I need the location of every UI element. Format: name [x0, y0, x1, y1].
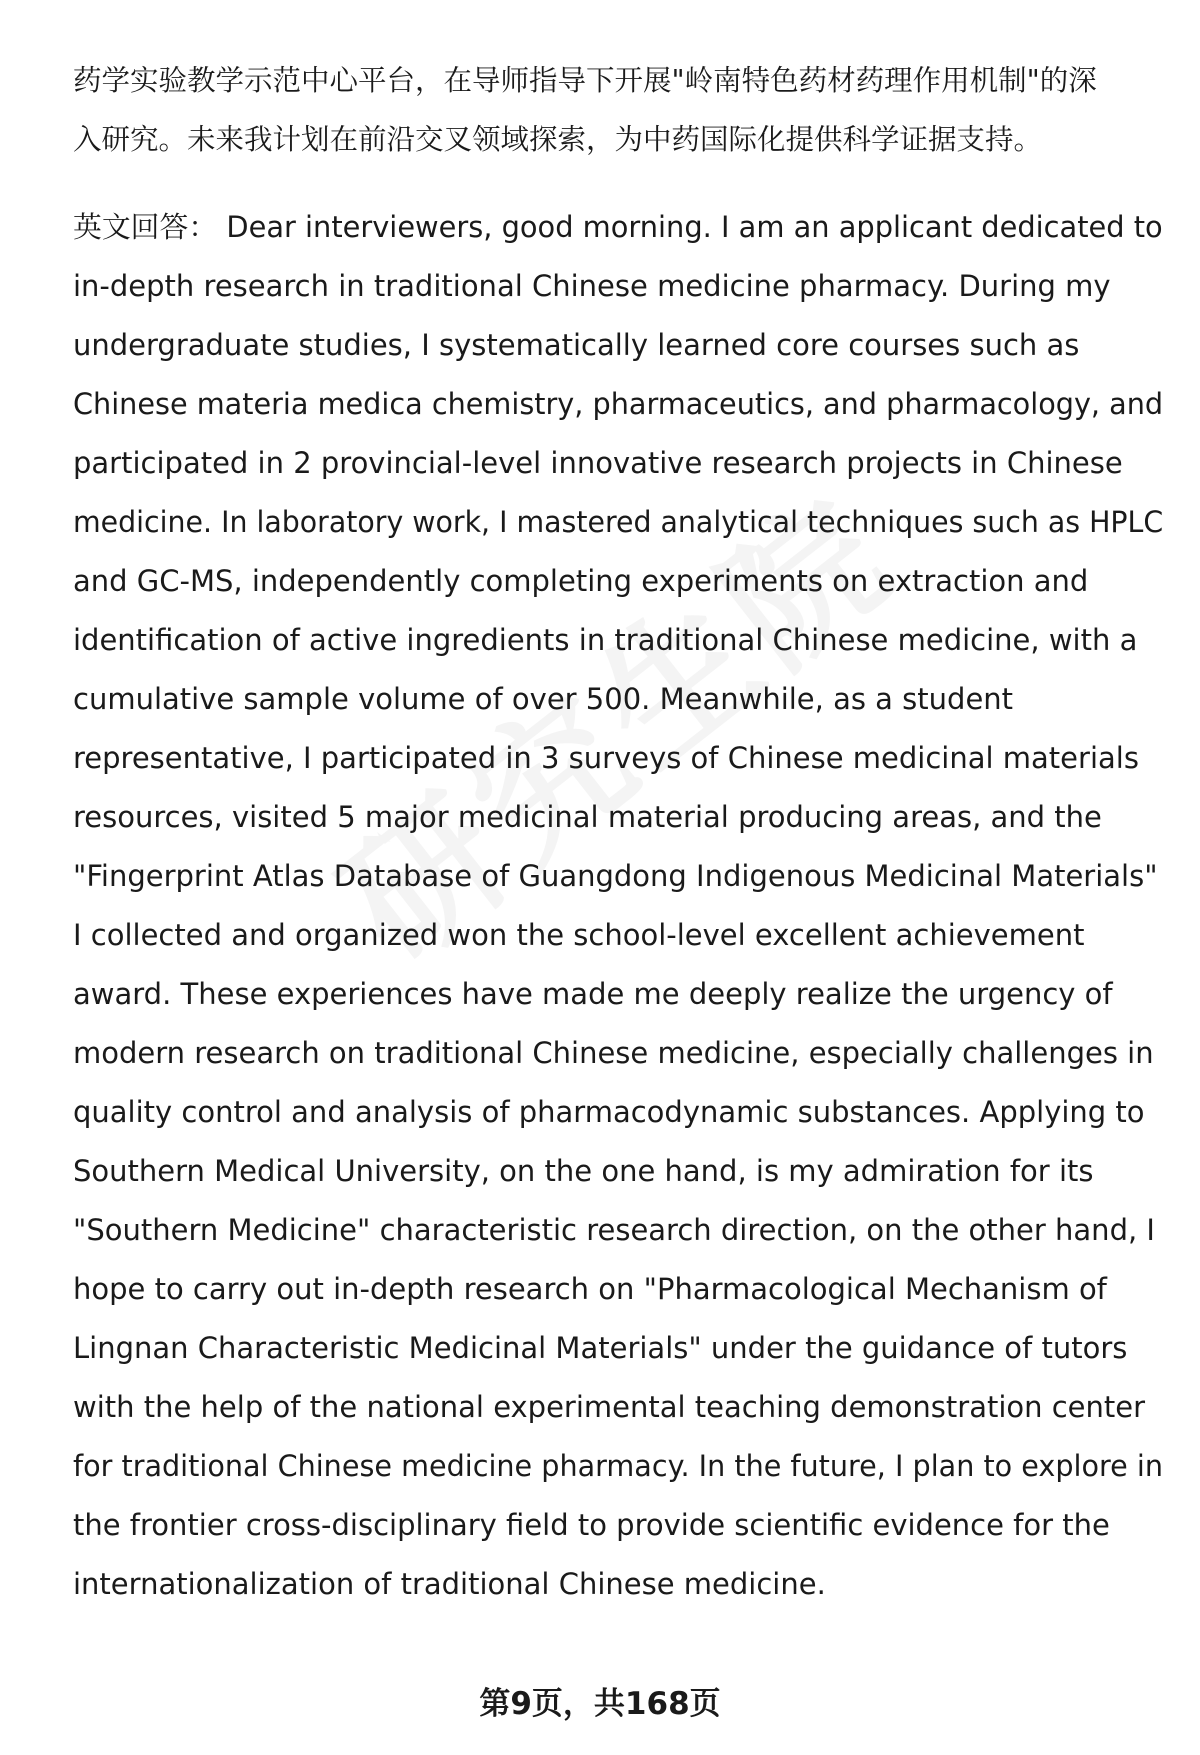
answer-text-line: in-depth research in traditional Chinese medicine pharmacy. During my: [73, 269, 1111, 303]
answer-text-line: resources, visited 5 major medicinal material producing areas, and the: [73, 800, 1102, 834]
answer-text-line: I collected and organized won the school-level excellent achievement: [73, 918, 1085, 952]
answer-text-line: Southern Medical University, on the one hand, is my admiration for its: [73, 1154, 1094, 1188]
answer-text-line: Dear interviewers, good morning. I am an applicant dedicated to: [217, 210, 1163, 244]
answer-text-line: Chinese materia medica chemistry, pharmaceutics, and pharmacology, and: [73, 387, 1164, 421]
answer-text-line: "Fingerprint Atlas Database of Guangdong Indigenous Medicinal Materials": [73, 859, 1158, 893]
answer-text-line: participated in 2 provincial-level innovative research projects in Chinese: [73, 446, 1123, 480]
answer-text-line: the frontier cross-disciplinary field to provide scientific evidence for the: [73, 1508, 1110, 1542]
answer-text-line: cumulative sample volume of over 500. Meanwhile, as a student: [73, 682, 1014, 716]
answer-text-line: medicine. In laboratory work, I mastered analytical techniques such as HPLC: [73, 505, 1164, 539]
answer-text-line: quality control and analysis of pharmacodynamic substances. Applying to: [73, 1095, 1145, 1129]
answer-text-line: modern research on traditional Chinese medicine, especially challenges in: [73, 1036, 1154, 1070]
answer-text-line: "Southern Medicine" characteristic research direction, on the other hand, I: [73, 1213, 1155, 1247]
page-number: 第9页，共168页: [479, 1686, 721, 1722]
english-answer-first-line: [73, 207, 1163, 247]
answer-text-line: identification of active ingredients in traditional Chinese medicine, with a: [73, 623, 1138, 657]
answer-text-line: internationalization of traditional Chinese medicine.: [73, 1567, 826, 1601]
answer-text-line: hope to carry out in-depth research on "Pharmacological Mechanism of: [73, 1272, 1107, 1306]
answer-text-line: for traditional Chinese medicine pharmacy. In the future, I plan to explore in: [73, 1449, 1163, 1483]
answer-text-line: with the help of the national experimental teaching demonstration center: [73, 1390, 1146, 1424]
answer-text-line: Lingnan Characteristic Medicinal Materials" under the guidance of tutors: [73, 1331, 1128, 1365]
answer-text-line: award. These experiences have made me deeply realize the urgency of: [73, 977, 1113, 1011]
english-answer-label: 英文回答：: [73, 210, 218, 244]
answer-text-line: and GC-MS, independently completing experiments on extraction and: [73, 564, 1089, 598]
chinese-text-line: 药学实验教学示范中心平台，在导师指导下开展"岭南特色药材药理作用机制"的深: [73, 64, 1097, 97]
answer-text-line: representative, I participated in 3 surveys of Chinese medicinal materials: [73, 741, 1139, 775]
chinese-text-line: 入研究。未来我计划在前沿交叉领域探索，为中药国际化提供科学证据支持。: [73, 123, 1043, 156]
answer-text-line: undergraduate studies, I systematically learned core courses such as: [73, 328, 1080, 362]
